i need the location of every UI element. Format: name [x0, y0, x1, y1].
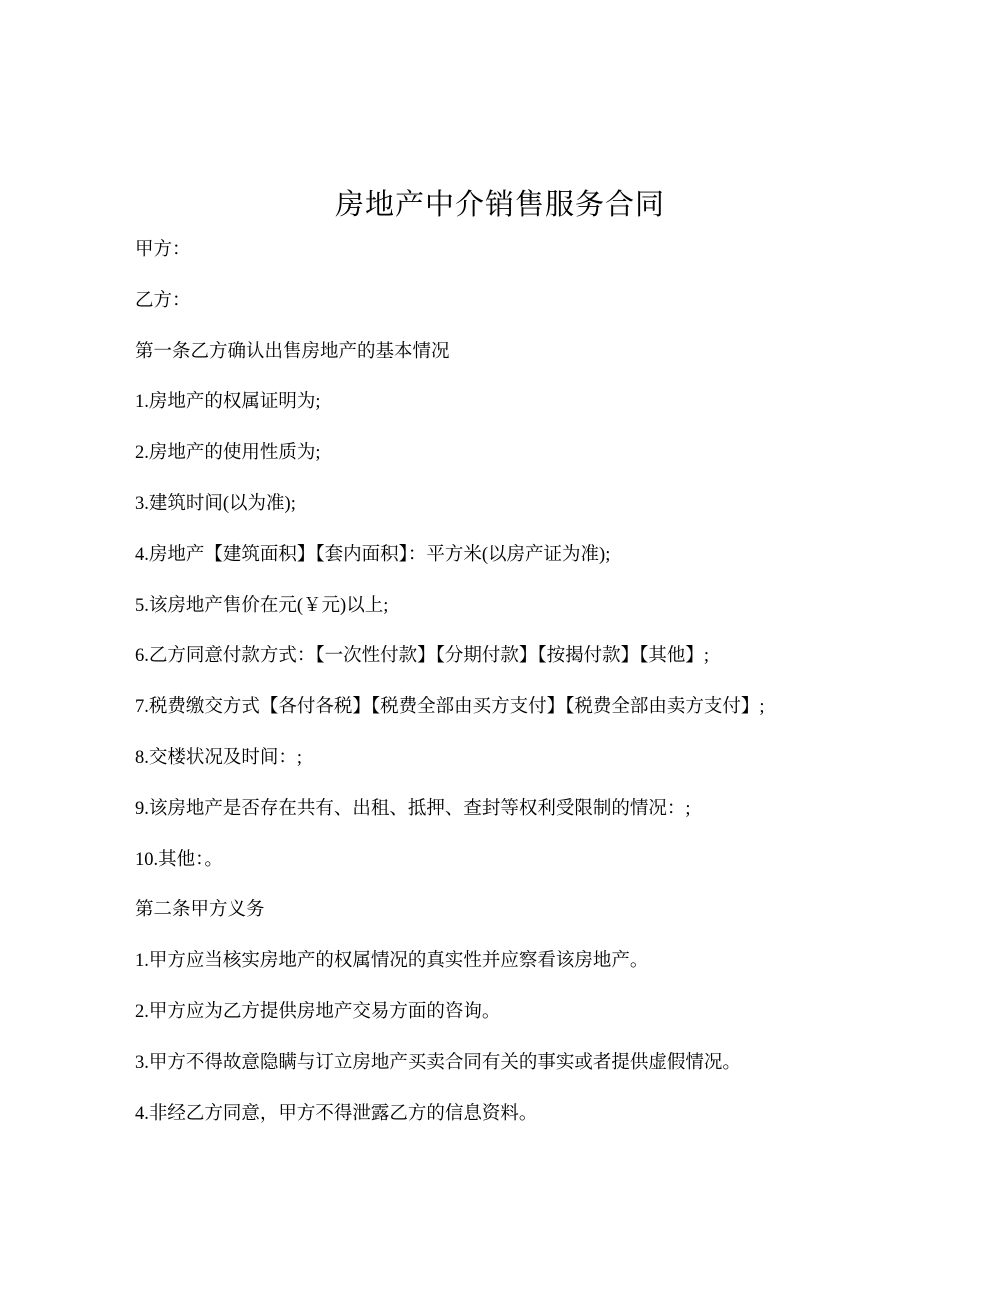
article-1-item-9: 9.该房地产是否存在共有、出租、抵押、查封等权利受限制的情况：;	[135, 798, 691, 819]
article-1-heading: 第一条乙方确认出售房地产的基本情况	[135, 341, 450, 362]
article-2-item-2: 2.甲方应为乙方提供房地产交易方面的咨询。	[135, 1001, 501, 1022]
article-2-item-1: 1.甲方应当核实房地产的权属情况的真实性并应察看该房地产。	[135, 951, 649, 972]
party-b-line: 乙方：	[135, 290, 191, 311]
party-a-line: 甲方：	[135, 240, 191, 260]
article-1-item-6: 6.乙方同意付款方式：【一次性付款】【分期付款】【按揭付款】【其他】;	[135, 646, 710, 667]
article-1-item-5: 5.该房地产售价在元(￥元)以上;	[135, 595, 389, 616]
article-1-item-7: 7.税费缴交方式【各付各税】【税费全部由买方支付】【税费全部由卖方支付】;	[135, 697, 765, 718]
article-1-item-8: 8.交楼状况及时间：;	[135, 747, 303, 768]
article-2-item-4: 4.非经乙方同意，甲方不得泄露乙方的信息资料。	[135, 1103, 538, 1124]
article-1-item-3: 3.建筑时间(以为准);	[135, 493, 296, 514]
article-1-item-4: 4.房地产【建筑面积】【套内面积】：平方米(以房产证为准);	[135, 544, 611, 565]
document-title: 房地产中介销售服务合同	[334, 187, 665, 221]
article-1-item-1: 1.房地产的权属证明为;	[135, 392, 321, 413]
article-2-heading: 第二条甲方义务	[135, 900, 265, 921]
article-1-item-2: 2.房地产的使用性质为;	[135, 443, 321, 464]
document-body	[135, 236, 895, 1150]
article-1-item-10: 10.其他：。	[135, 849, 223, 870]
article-2-item-3: 3.甲方不得故意隐瞒与订立房地产买卖合同有关的事实或者提供虚假情况。	[135, 1052, 741, 1073]
